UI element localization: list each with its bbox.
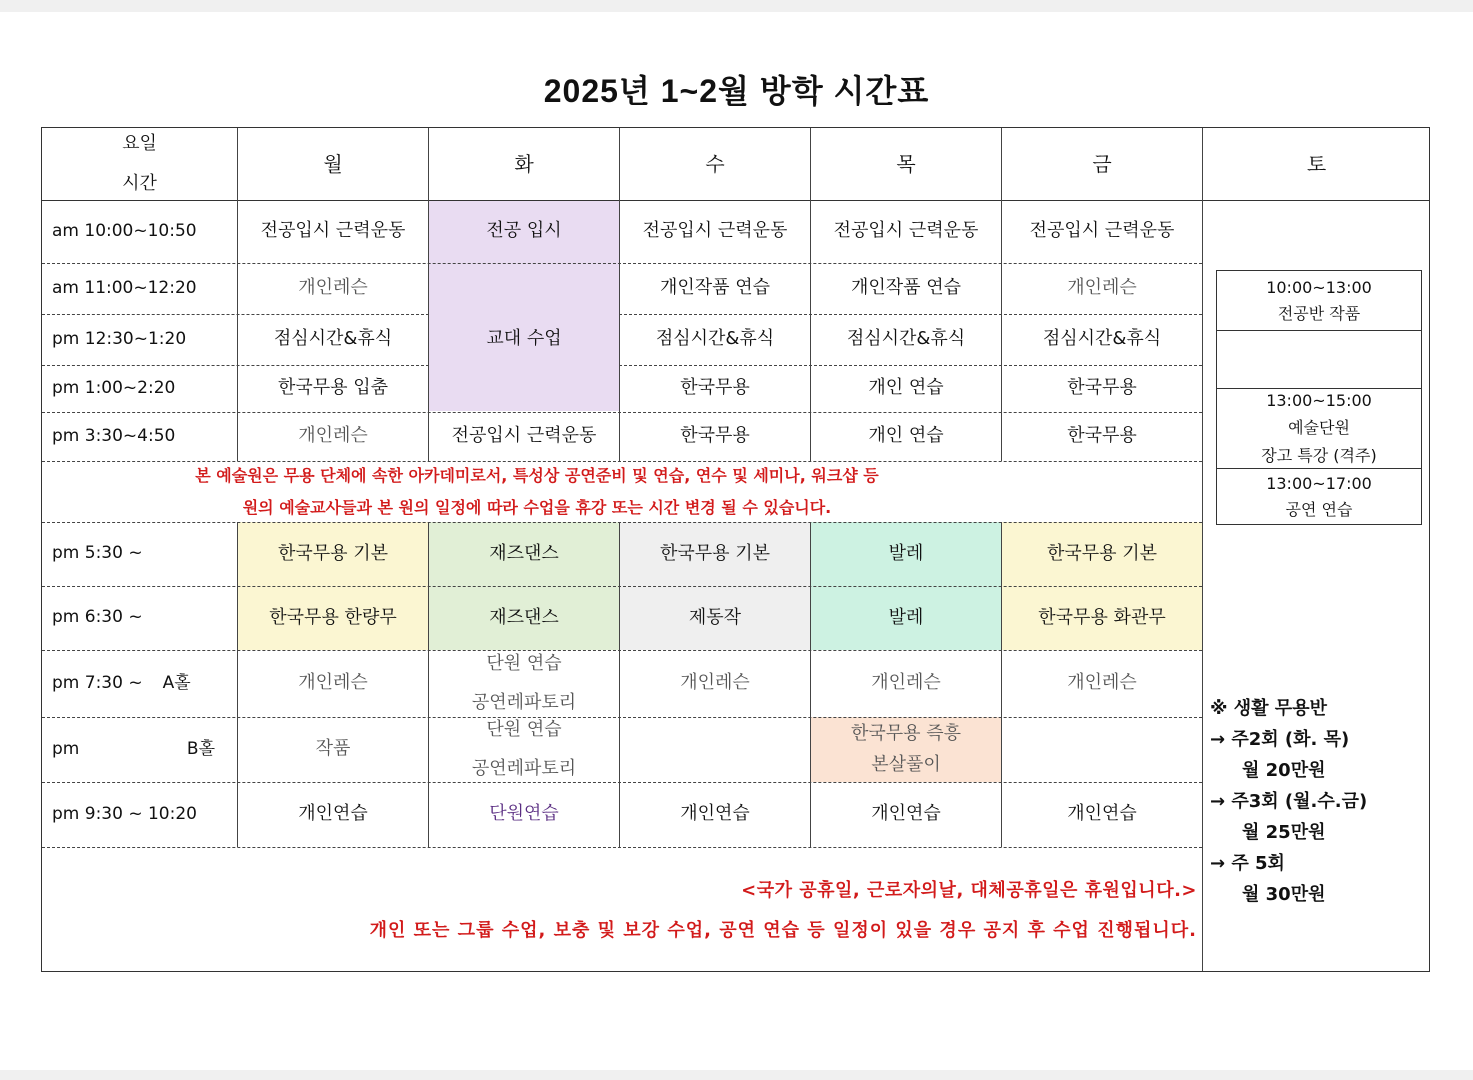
class-cell: 발레 [888,542,924,564]
class-line: 단원 연습 [486,653,562,674]
timetable [41,127,1430,972]
day-fri: 금 [1092,151,1112,176]
time-label: pm 7:30 ~ [52,672,143,693]
class-cell: 전공입시 근력운동 [451,425,597,447]
page-title: 2025년 1~2월 방학 시간표 [543,73,930,109]
class-line: 공연레파토리 [471,691,577,713]
life-class-option: → 주2회 (화. 목) [1210,729,1350,750]
notice-line: 본 예술원은 무용 단체에 속한 아카데미로서, 특성상 공연준비 및 연습, 연수 및 세미나, 워크샵 등 [195,465,879,485]
class-cell: 개인레슨 [1067,672,1137,694]
sat-divider [1217,330,1421,331]
class-cell: 한국무용 기본 [659,542,771,564]
class-cell [429,650,619,717]
schedule-notice [42,461,1202,522]
day-thu: 목 [896,151,916,176]
time-cell: pm 3:30~4:50 [52,425,176,446]
top-edge [0,0,1473,12]
life-class-price: 월 30만원 [1242,884,1326,905]
class-cell: 개인연습 [298,803,368,825]
life-class-price: 월 20만원 [1242,760,1326,781]
time-cell: pm 9:30 ~ 10:20 [52,803,197,824]
sat-time: 13:00~15:00 [1266,391,1372,411]
time-cell [42,650,237,717]
time-cell [42,717,237,782]
sat-slot [1217,271,1421,330]
time-cell: am 10:00~10:50 [52,220,197,241]
class-line: 한국무용 즉흥 [850,723,962,744]
class-cell: 점심시간&휴식 [846,328,966,350]
class-cell: 개인연습 [1067,803,1137,825]
time-cell: pm 1:00~2:20 [52,377,176,398]
class-cell: 한국무용 [680,425,750,447]
class-cell: 개인연습 [680,803,750,825]
class-cell: 전공입시 근력운동 [833,220,979,242]
sat-time: 10:00~13:00 [1266,277,1372,297]
class-cell [429,717,619,782]
class-cell: 점심시간&휴식 [1042,328,1162,350]
class-cell: 한국무용 한량무 [269,606,397,628]
day-wed: 수 [705,151,725,176]
hall-label: A홀 [162,672,191,693]
class-cell: 한국무용 [1067,377,1137,399]
class-cell: 한국무용 입춤 [277,377,389,399]
class-cell: 작품 [315,738,351,760]
class-line: 공연레파토리 [471,757,577,779]
class-cell [811,717,1001,782]
time-cell: pm 5:30 ~ [52,543,143,564]
life-class-price: 월 25만원 [1242,822,1326,843]
class-cell: 개인레슨 [680,672,750,694]
class-cell: 개인레슨 [1067,277,1137,299]
class-cell: 전공입시 근력운동 [1029,220,1175,242]
corner-bottom: 시간 [122,173,157,194]
life-class-note [1210,693,1425,910]
bottom-edge [0,1070,1473,1080]
class-cell: 한국무용 기본 [1046,542,1158,564]
tue-block-line1: 전공 입시 [486,220,562,242]
holiday-notice [42,847,1197,971]
class-cell: 전공입시 근력운동 [642,220,788,242]
notice-line: <국가 공휴일, 근로자의날, 대체공휴일은 휴원입니다.> [741,880,1197,901]
sat-title: 예술단원 [1288,418,1350,438]
class-cell: 한국무용 [1067,425,1137,447]
class-cell: 한국무용 화관무 [1038,606,1166,628]
class-cell: 개인레슨 [298,672,368,694]
notice-line: 원의 예술교사들과 본 원의 일정에 따라 수업을 휴강 또는 시간 변경 될 수 있습니다. [242,497,832,517]
class-cell: 발레 [888,606,924,628]
class-cell: 개인 연습 [868,425,944,447]
class-cell: 개인레슨 [298,425,368,447]
time-cell: am 11:00~12:20 [52,277,197,298]
life-class-option: → 주3회 (월.수.금) [1210,791,1368,812]
day-sat: 토 [1306,151,1327,176]
class-cell: 개인작품 연습 [659,277,771,299]
sat-time: 13:00~17:00 [1266,473,1372,493]
time-label: pm [52,738,80,759]
class-cell: 개인 연습 [868,377,944,399]
class-cell: 점심시간&휴식 [273,328,393,350]
class-cell: 한국무용 기본 [277,542,389,564]
sat-title: 공연 연습 [1285,499,1353,519]
sat-sub: 장고 특강 (격주) [1261,445,1377,465]
class-cell: 점심시간&휴식 [655,328,775,350]
tue-block-line2: 교대 수업 [486,328,562,350]
notice-line: 개인 또는 그룹 수업, 보충 및 보강 수업, 공연 연습 등 일정이 있을 경우 공지 후 수업 진행됩니다. [369,920,1197,941]
sat-slot [1217,468,1421,525]
class-line: 본살풀이 [871,753,941,775]
sat-slot [1217,388,1421,468]
col-rule [1202,128,1203,971]
class-cell: 전공입시 근력운동 [260,220,406,242]
sat-title: 전공반 작품 [1277,303,1361,323]
class-cell: 제동작 [688,606,742,628]
corner-top: 요일 [122,132,157,154]
class-cell: 단원연습 [489,803,559,825]
day-tue: 화 [514,151,534,176]
class-cell: 재즈댄스 [489,606,559,628]
class-cell: 개인연습 [871,803,941,825]
class-cell: 개인레슨 [298,277,368,299]
day-mon: 월 [323,151,343,176]
life-class-option: → 주 5회 [1210,853,1285,874]
time-cell: pm 12:30~1:20 [52,328,187,349]
time-cell: pm 6:30 ~ [52,607,143,628]
hall-label: B홀 [186,738,215,759]
class-cell: 개인작품 연습 [850,277,962,299]
saturday-schedule [1216,270,1422,525]
corner-cell [42,128,237,200]
class-line: 단원 연습 [486,719,562,740]
class-cell: 한국무용 [680,377,750,399]
class-cell: 개인레슨 [871,672,941,694]
class-cell: 재즈댄스 [489,542,559,564]
life-class-title: ※ 생활 무용반 [1210,698,1327,719]
